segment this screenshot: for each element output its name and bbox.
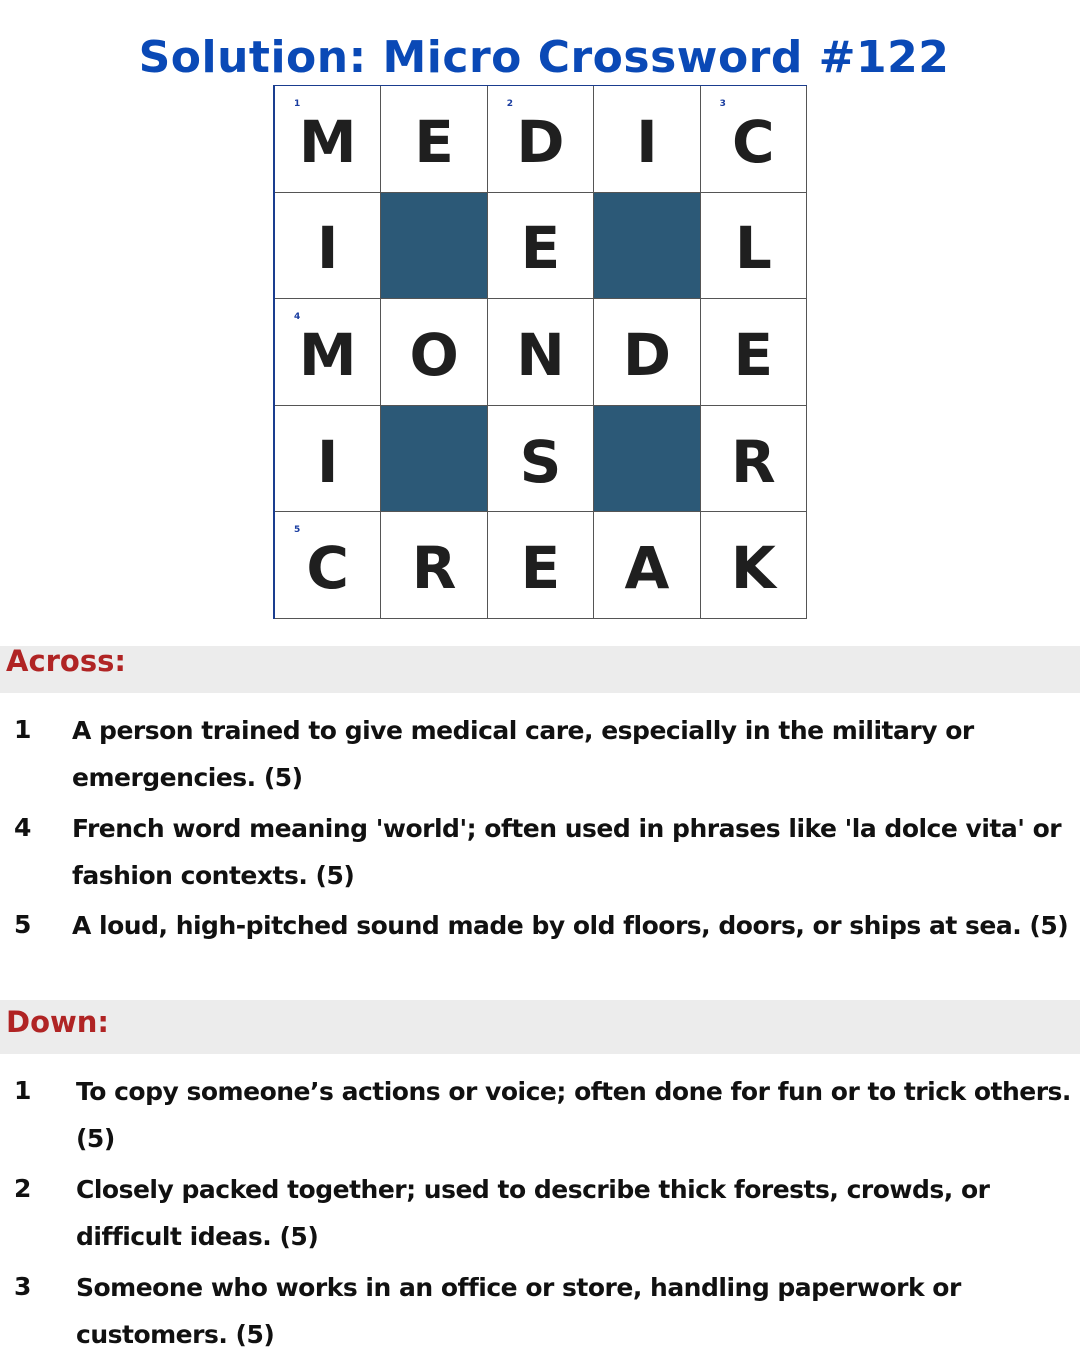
- clue-number: 4: [14, 813, 32, 842]
- grid-cell: [701, 86, 807, 193]
- cell-letter: E: [520, 534, 561, 603]
- cell-letter: R: [411, 534, 457, 603]
- clue-text: French word meaning 'world'; often used in phrases like 'la dolce vita' or fashion contexts. (5): [72, 814, 1062, 890]
- cell-letter: E: [733, 320, 774, 389]
- cell-letter: C: [306, 534, 349, 603]
- cell-letter: I: [316, 427, 339, 496]
- clue-number: 1: [14, 1076, 32, 1105]
- cell-letter: A: [624, 534, 670, 603]
- clue-number: 1: [14, 715, 32, 744]
- across-heading: Across:: [0, 646, 1080, 693]
- grid-cell: [594, 86, 700, 193]
- grid-cell: [488, 299, 594, 406]
- grid-cell: [488, 406, 594, 513]
- cell-letter: E: [414, 107, 454, 176]
- crossword-grid: [273, 85, 807, 619]
- clue-number: 5: [14, 910, 32, 939]
- grid-cell: [275, 193, 381, 300]
- grid-cell: [381, 512, 487, 619]
- black-square: [594, 193, 700, 300]
- grid-cell: [275, 86, 381, 193]
- clue-number: 2: [14, 1174, 32, 1203]
- cell-letter: S: [519, 427, 562, 496]
- clue-number: 3: [14, 1272, 32, 1301]
- grid-cell: [701, 512, 807, 619]
- clue-text: A loud, high-pitched sound made by old floors, doors, or ships at sea. (5): [72, 911, 1069, 940]
- cell-letter: M: [298, 107, 357, 176]
- cell-number: 4: [294, 312, 301, 323]
- grid-cell: [594, 512, 700, 619]
- grid-cell: [701, 193, 807, 300]
- cell-letter: O: [409, 320, 459, 389]
- grid-cell: [381, 299, 487, 406]
- cell-number: 1: [294, 99, 301, 109]
- cell-letter: D: [622, 320, 671, 389]
- down-heading: Down:: [0, 1000, 1080, 1054]
- grid-cell: [594, 299, 700, 406]
- clue-text: To copy someone’s actions or voice; often done for fun or to trick others. (5): [76, 1077, 1071, 1153]
- cell-letter: E: [520, 214, 561, 283]
- page-title: Solution: Micro Crossword #122: [138, 32, 950, 83]
- grid-cell: [488, 512, 594, 619]
- cell-number: 3: [719, 99, 726, 109]
- cell-letter: R: [730, 427, 776, 496]
- grid-cell: [275, 299, 381, 406]
- cell-letter: K: [730, 534, 776, 603]
- black-square: [381, 193, 487, 300]
- grid-cell: [701, 299, 807, 406]
- grid-cell: [381, 86, 487, 193]
- cell-number: 2: [506, 99, 514, 109]
- cell-number: 5: [294, 525, 301, 536]
- cell-letter: D: [516, 107, 565, 176]
- black-square: [594, 406, 700, 513]
- cell-letter: M: [298, 320, 357, 389]
- cell-letter: N: [516, 320, 565, 389]
- black-square: [381, 406, 487, 513]
- clue-text: Closely packed together; used to describe thick forests, crowds, or difficult ideas. (5): [76, 1175, 990, 1251]
- cell-letter: I: [636, 107, 658, 176]
- grid-cell: [275, 406, 381, 513]
- cell-letter: L: [734, 214, 772, 283]
- clue-text: Someone who works in an office or store, handling paperwork or customers. (5): [76, 1273, 961, 1349]
- clue-text: A person trained to give medical care, especially in the military or emergencies. (5): [72, 716, 974, 792]
- grid-cell: [488, 193, 594, 300]
- grid-cell: [701, 406, 807, 513]
- cell-letter: C: [732, 107, 775, 176]
- grid-cell: [488, 86, 594, 193]
- cell-letter: I: [316, 214, 339, 283]
- grid-cell: [275, 512, 381, 619]
